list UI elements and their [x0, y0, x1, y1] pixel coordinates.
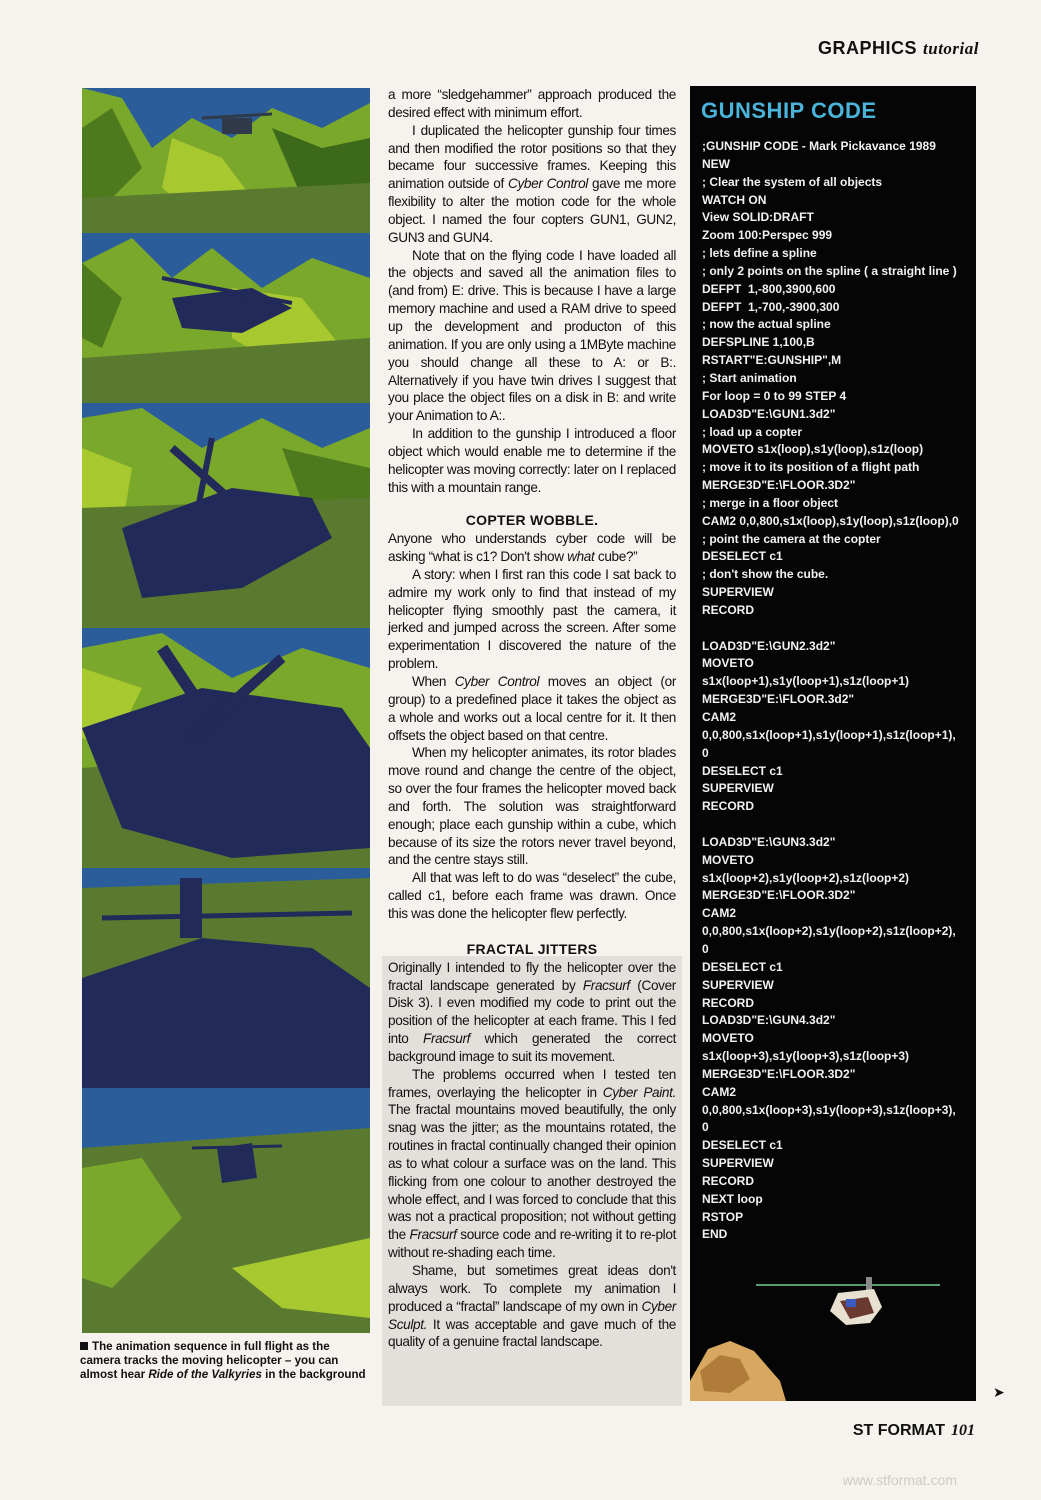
code-line: s1x(loop+2),s1y(loop+2),s1z(loop+2) [702, 870, 910, 885]
code-line: LOAD3D"E:\GUN2.3d2" [702, 638, 836, 653]
paragraph: Shame, but sometimes great ideas don't always work. To complete my animation I produced a “fractal” landscape of my own in Cyber Sculpt. It was acceptable and gave much of the quality of a genuine fractal landscape. [388, 1263, 676, 1350]
paragraph: The problems occurred when I tested ten frames, overlaying the helicopter in Cyber Paint. The fractal mountains moved beautifully, the only snag was the jitter; as the mountains rotated, the routines in fractal continually changed their opinion as to what colour a surface was on the land. This flicking from one colour to another destroyed the whole effect, and I was forced to conclude that this was not a practical proposition; not without getting the Fracsurf source code and re-writing it to re-plot without re-shading each time. [388, 1066, 676, 1261]
animation-sequence-image [82, 88, 370, 1333]
continue-arrow-icon: ➤ [993, 1384, 1005, 1400]
paragraph: I duplicated the helicopter gunship four times and then modified the rotor positions so that they became four successive frames. Keeping this animation outside of Cyber Control gave me more flexibility to alter the motion code for the whole object. I named the four copters GUN1, GUN2, GUN3 and GUN4. [388, 122, 676, 245]
code-line: ; Clear the system of all objects [702, 174, 883, 189]
code-line: RECORD [702, 995, 755, 1010]
magazine-name: ST FORMAT [852, 1422, 945, 1439]
code-line: LOAD3D"E:\GUN1.3d2" [702, 406, 836, 421]
code-lines [702, 138, 972, 1244]
code-line [702, 816, 972, 834]
code-line: ; lets define a spline [702, 246, 817, 261]
code-line: 0,0,800,s1x(loop+1),s1y(loop+1),s1z(loop+1), [702, 727, 956, 742]
code-line: RECORD [702, 1173, 755, 1188]
paragraph: In addition to the gunship I introduced a floor object which would enable me to determine if the helicopter was moving correctly: later on I replaced this with a mountain range. [388, 426, 676, 495]
code-line: END [702, 1227, 728, 1242]
code-line: NEXT loop [702, 1191, 763, 1206]
subsection-label: tutorial [923, 39, 979, 58]
image-caption [80, 1340, 372, 1382]
code-line: 0,0,800,s1x(loop+2),s1y(loop+2),s1z(loop+2), [702, 924, 956, 939]
code-line: DEFPT 1,-800,3900,600 [702, 281, 836, 296]
code-line: ; only 2 points on the spline ( a straight line ) [702, 263, 957, 278]
helicopter-illustration [690, 1271, 976, 1401]
page-footer [853, 1422, 975, 1440]
code-line: Zoom 100:Perspec 999 [702, 228, 833, 243]
code-line: DESELECT c1 [702, 549, 783, 564]
code-line: 0,0,800,s1x(loop+3),s1y(loop+3),s1z(loop+3), [702, 1102, 956, 1117]
code-line: LOAD3D"E:\GUN4.3d2" [702, 1013, 836, 1028]
code-line: s1x(loop+3),s1y(loop+3),s1z(loop+3) [702, 1049, 910, 1064]
code-line [702, 620, 972, 638]
code-line: DESELECT c1 [702, 959, 783, 974]
code-line: ;GUNSHIP CODE - Mark Pickavance 1989 [702, 139, 936, 153]
code-line: SUPERVIEW [702, 977, 774, 992]
code-line: ; load up a copter [702, 424, 803, 439]
code-line: ; point the camera at the copter [702, 531, 881, 546]
paragraph: All that was left to do was “deselect” the cube, called c1, before each frame was drawn. Once this was done the helicopter flew perfectly. [388, 870, 676, 921]
code-line: SUPERVIEW [702, 1156, 774, 1171]
code-line: DESELECT c1 [702, 1138, 783, 1153]
subheading-fractal-jitters: FRACTAL JITTERS [466, 940, 598, 957]
page-number: 101 [951, 1422, 975, 1439]
code-line: WATCH ON [702, 192, 767, 207]
code-line: 0 [702, 1120, 709, 1135]
code-line: MERGE3D"E:\FLOOR.3d2" [702, 692, 855, 707]
code-line: MERGE3D"E:\FLOOR.3D2" [702, 478, 856, 493]
section-label: GRAPHICS [818, 38, 918, 58]
paragraph: Note that on the flying code I have loaded all the objects and saved all the animation files to (and from) E: drive. This is because I have a large memory machine and used a RAM drive to speed up the development and producton of this animation. If you are only using a 1MByte machine you should change all these to A: or B:. Alternatively if you have twin drives I suggest that you place the object files on a disk in B: and write your Animation to A:. [388, 247, 676, 424]
code-line: NEW [702, 156, 730, 171]
code-line: DEFPT 1,-700,-3900,300 [702, 299, 840, 314]
code-line: RECORD [702, 602, 755, 617]
code-line: 0 [702, 745, 709, 760]
code-line: DEFSPLINE 1,100,B [702, 335, 815, 350]
code-line: ; Start animation [702, 370, 797, 385]
helicopter-frames-illustration [82, 88, 370, 1333]
caption-text-end: in the background [261, 1368, 366, 1381]
code-line: MOVETO [702, 852, 754, 867]
code-line: MOVETO [702, 1031, 754, 1046]
code-line: CAM2 0,0,800,s1x(loop),s1y(loop),s1z(loop),0 [702, 513, 959, 528]
code-line: RECORD [702, 799, 755, 814]
paragraph: When my helicopter animates, its rotor blades move round and change the centre of the object, so over the four frames the helicopter moved back and forth. The solution was straightforward enough; place each gunship within a cube, which because of its size the rotors never travel beyond, and the centre stays still. [388, 745, 676, 868]
caption-italic: Ride of the Valkyries [148, 1368, 262, 1381]
code-line: LOAD3D"E:\GUN3.3d2" [702, 834, 836, 849]
code-line: ; don't show the cube. [702, 567, 829, 582]
article-column [382, 86, 682, 1406]
code-line: MOVETO s1x(loop),s1y(loop),s1z(loop) [702, 442, 924, 457]
subheading-copter-wobble: COPTER WOBBLE. [465, 512, 599, 529]
paragraph: Anyone who understands cyber code will be asking “what is c1? Don't show what cube?” [388, 531, 676, 565]
code-listing-box [690, 86, 976, 1401]
paragraph: a more “sledgehammer” approach produced the desired effect with minimum effort. [388, 87, 676, 120]
code-box-title: GUNSHIP CODE [701, 98, 877, 123]
code-line: For loop = 0 to 99 STEP 4 [702, 388, 847, 403]
code-line: SUPERVIEW [702, 781, 774, 796]
code-line: SUPERVIEW [702, 585, 774, 600]
code-line: ; now the actual spline [702, 317, 831, 332]
code-line: s1x(loop+1),s1y(loop+1),s1z(loop+1) [702, 674, 910, 689]
code-line: CAM2 [702, 710, 737, 724]
code-line: RSTOP [702, 1209, 744, 1224]
paragraph: A story: when I first ran this code I sat back to admire my work only to find that instead of my helicopter flying smoothly past the camera, it jerked and jumped across the screen. After some experimentation I discovered the nature of the problem. [388, 566, 676, 672]
paragraph: When Cyber Control moves an object (or group) to a predefined place it takes the object as a whole and works out a local centre for it. It then offsets the object based on that centre. [388, 674, 676, 743]
bullet-square-icon [80, 1342, 88, 1350]
code-line: CAM2 [702, 906, 737, 921]
code-line: RSTART"E:GUNSHIP",M [702, 353, 842, 368]
code-line: MOVETO [702, 656, 754, 671]
caption-text: The animation sequence in full flight as the camera tracks the moving helicopter – you can almost hear [80, 1340, 339, 1381]
watermark: www.stformat.com [842, 1472, 957, 1488]
code-line: DESELECT c1 [702, 763, 783, 778]
code-line: CAM2 [702, 1084, 737, 1099]
code-line: View SOLID:DRAFT [702, 210, 814, 225]
code-line: MERGE3D"E:\FLOOR.3D2" [702, 1066, 856, 1081]
code-line: ; merge in a floor object [702, 495, 839, 510]
page-header [818, 38, 979, 59]
paragraph: Originally I intended to fly the helicopter over the fractal landscape generated by Fracsurf (Cover Disk 3). I even modified my code to print out the position of the helicopter at each frame. This I fed into Fracsurf which generated the correct background image to suit its movement. [388, 959, 676, 1064]
code-line: ; move it to its position of a flight path [702, 460, 920, 475]
code-line: 0 [702, 941, 709, 956]
code-line: MERGE3D"E:\FLOOR.3D2" [702, 888, 856, 903]
